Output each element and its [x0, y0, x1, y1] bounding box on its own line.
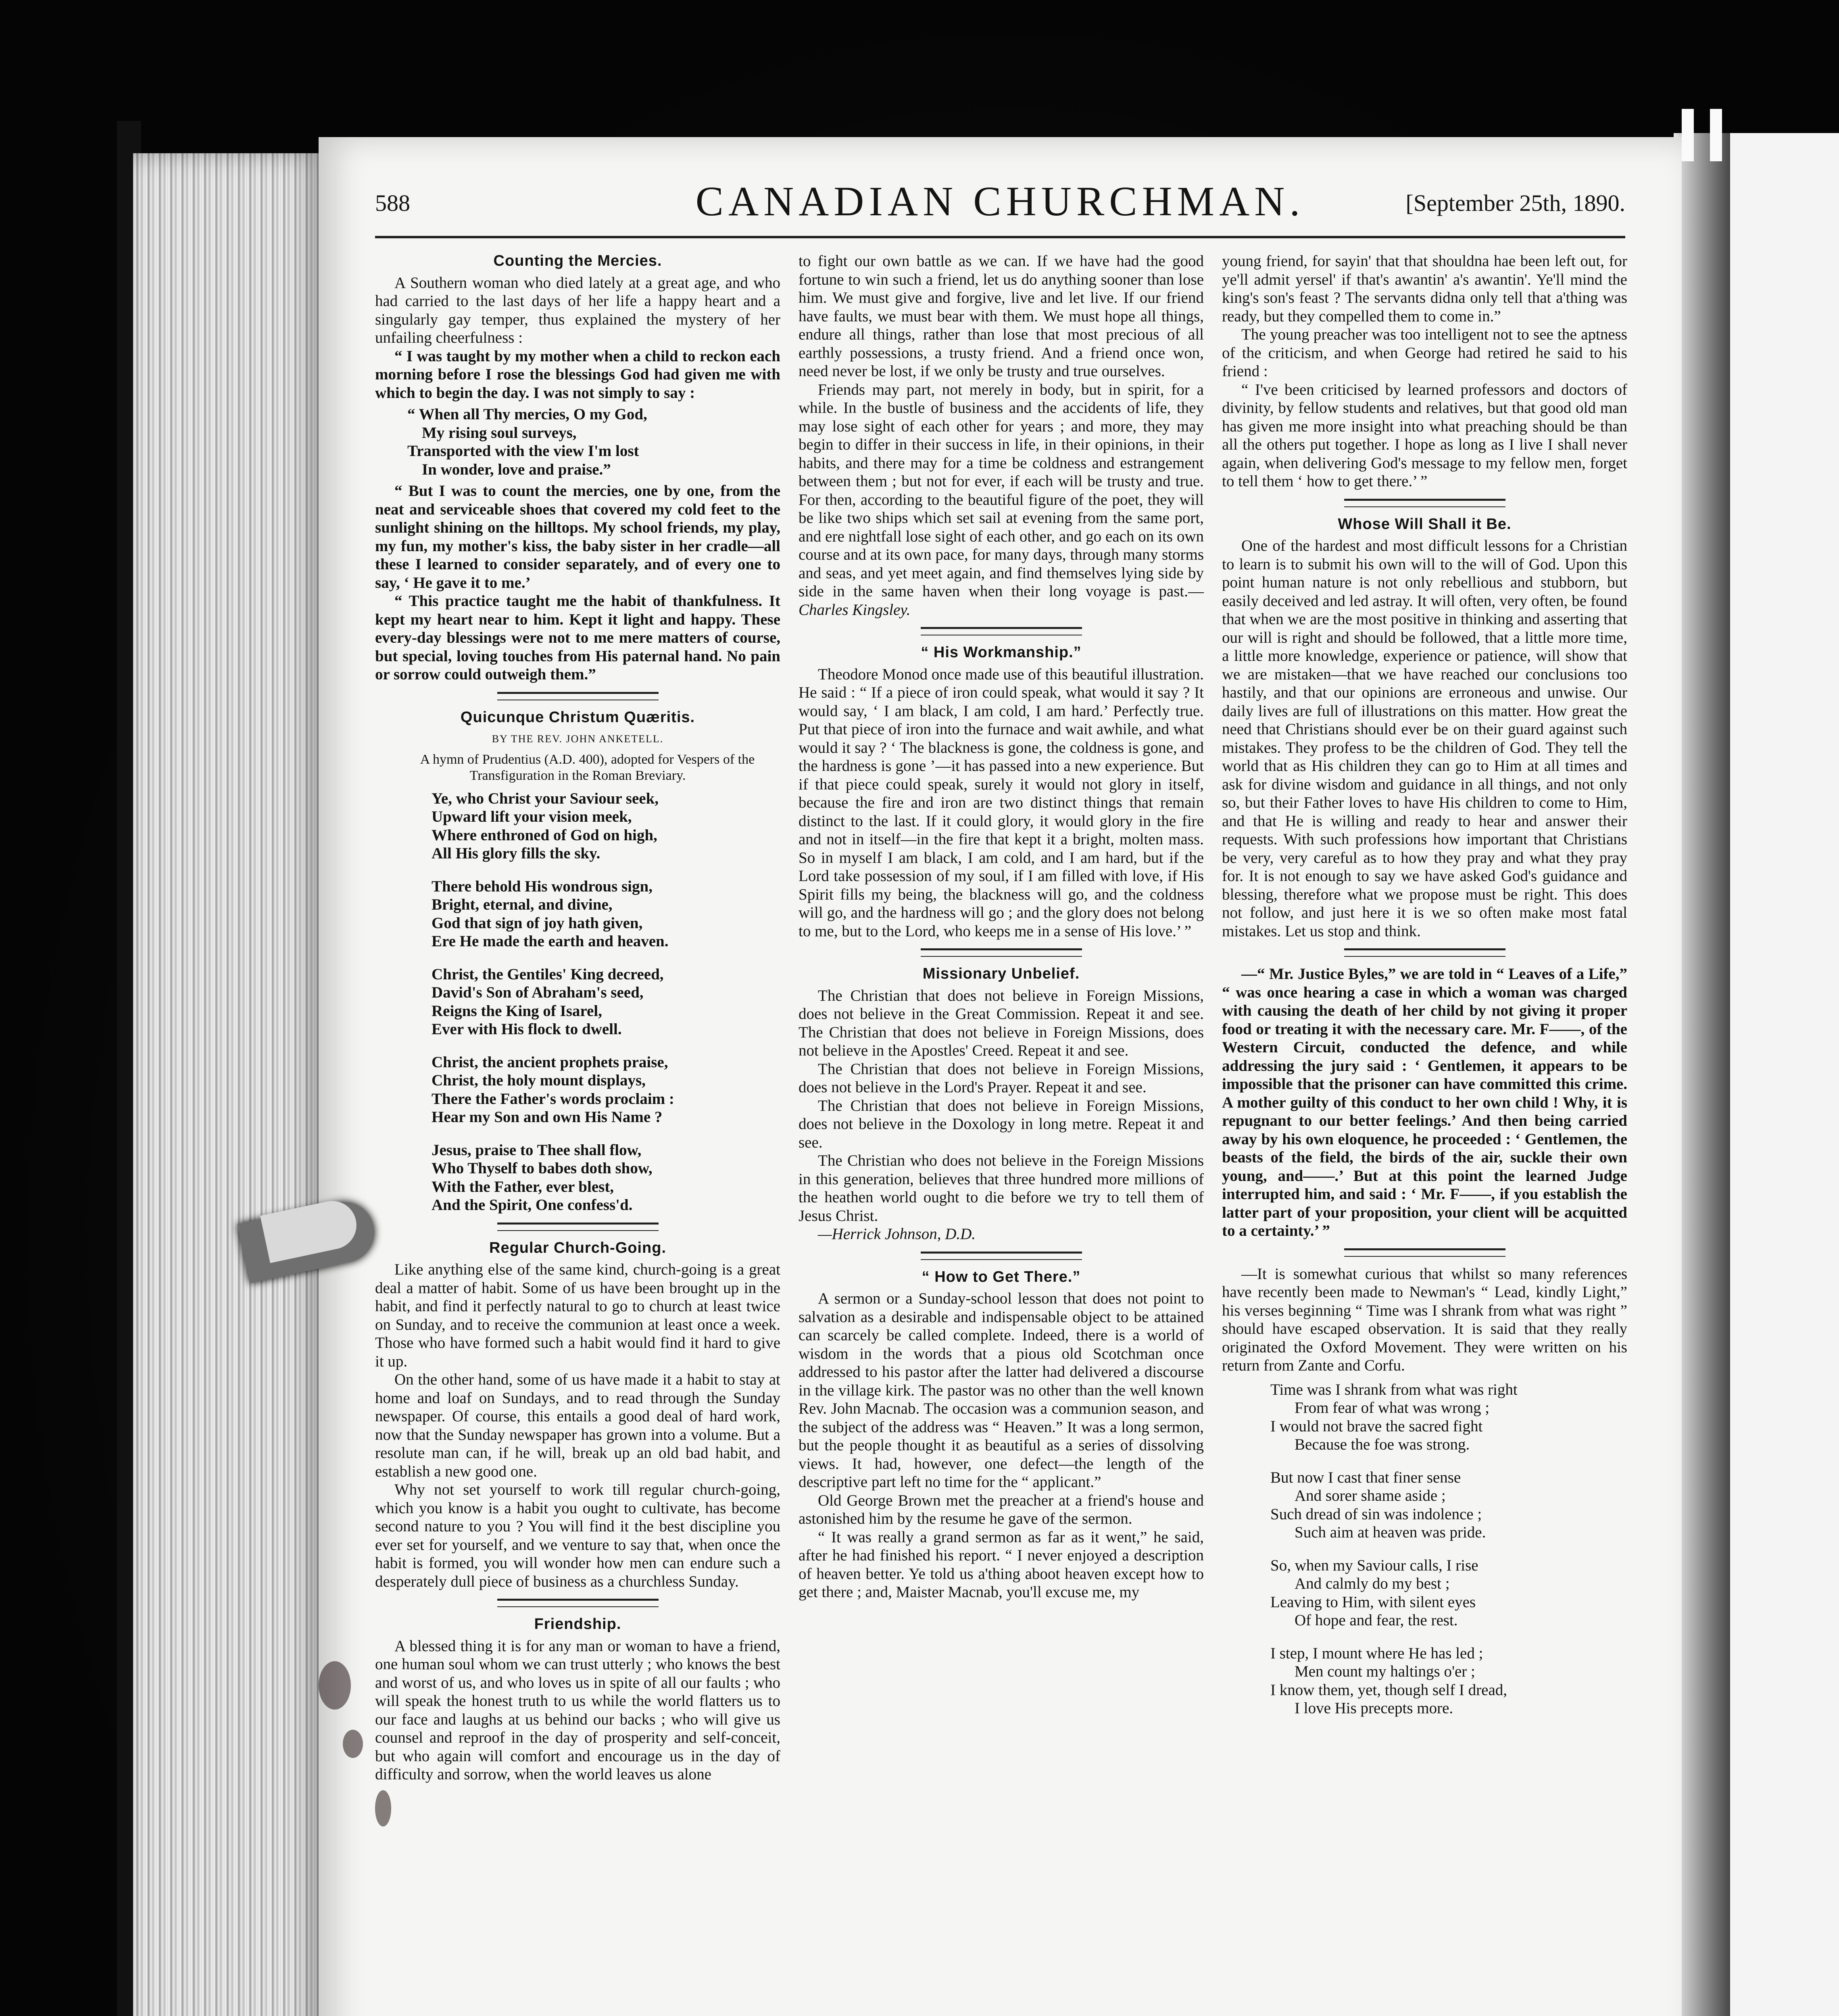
paragraph: “ This practice taught me the habit of thankfulness. It kept my heart near to him. Kept it light and happy. These every-day blessings were not to me mere matters of course, but special, loving touches from His paternal hand. No pain or sorrow could outweigh them.”: [375, 592, 780, 683]
ink-stain: [375, 1790, 391, 1826]
stanza: [1270, 1381, 1627, 1454]
verse-line: In wonder, love and praise.”: [422, 460, 611, 478]
article-title: “ His Workmanship.”: [921, 644, 1082, 661]
verse-line: I know them, yet, though self I dread,: [1270, 1681, 1507, 1699]
page-number: 588: [375, 190, 410, 216]
scan-mark: [1682, 109, 1694, 161]
paragraph: A Southern woman who died lately at a great age, and who had carried to the last days of her life a happy heart and a singularly gay temper, thus explained the mystery of her unfailing cheerfulness :: [375, 274, 780, 346]
paragraph: “ I was taught by my mother when a child to reckon each morning before I rose the blessings God had given me with which to begin the day. I was not simply to say :: [375, 347, 780, 402]
paragraph: young friend, for sayin' that that shouldna hae been left out, for ye'll admit yersel' if that's awantin' a's awantin'. Ye'll mind the king's son's feast ? The servants didna only tell that a'thing was ready, but they compelled them to come in.”: [1222, 252, 1627, 325]
paragraph: Like anything else of the same kind, church-going is a great deal a matter of habit. Some of us have been brought up in the habit, and find it perfectly natural to go to church at least twice on Sunday, and to receive the communion at least once a week. Those who have formed such a habit would find it hard to give it up.: [375, 1261, 780, 1370]
stanza: [1270, 1644, 1627, 1718]
paragraph: —“ Mr. Justice Byles,” we are told in “ Leaves of a Life,” “ was once hearing a case in which a woman was charged with causing the death of her child by not giving it proper food or treating it with the necessary care. Mr. F——, of the Western Circuit, conducted the defence, and while addressing the jury said : ‘ Gentlemen, it appears to be impossible that the prisoner can have committed this crime. A mother guilty of this conduct to her own child ! Why, it is repugnant to our better feelings.’ And then being carried away by his own eloquence, he proceeded : ‘ Gentlemen, the beasts of the field, the birds of the air, suckle their own young, and——.’ But at this point the learned Judge interrupted him, and said : ‘ Mr. F——, if you establish the latter part of your proposition, your client will be acquitted to a certainty.’ ”: [1222, 965, 1627, 1239]
column-3: [1222, 252, 1627, 1723]
section-separator: [497, 1223, 659, 1231]
ink-stain: [319, 1661, 351, 1710]
issue-date: [September 25th, 1890.: [1405, 190, 1625, 216]
hymn-intro: A hymn of Prudentius (A.D. 400), adopted for Vespers of the Transfiguration in the Roman Breviary.: [420, 752, 755, 783]
section-separator: [921, 627, 1082, 635]
ink-stain: [343, 1730, 363, 1758]
column-1: [375, 252, 780, 1784]
facing-page: [1730, 133, 1839, 2016]
verse-line: Hear my Son and own His Name ?: [432, 1108, 663, 1126]
attribution: Charles Kingsley.: [799, 601, 911, 619]
verse-line: I love His precepts more.: [1295, 1699, 1453, 1717]
verse-line: “ When all Thy mercies, O my God,: [407, 406, 647, 423]
section-separator: [497, 692, 659, 700]
paragraph: The Christian that does not believe in Foreign Missions, does not believe in the Great Commission. Repeat it and see. The Christian that does not believe in Foreign Missions, does not believe in the Apostles' Creed. Repeat it and see.: [799, 987, 1204, 1059]
paragraph: Old George Brown met the preacher at a friend's house and astonished him by the resume he gave of the sermon.: [799, 1491, 1204, 1527]
verse-line: Reigns the King of Isarel,: [432, 1002, 602, 1020]
stanza: [432, 1053, 780, 1127]
verse-line: I step, I mount where He has led ;: [1270, 1644, 1483, 1662]
newman-verses: [1270, 1381, 1627, 1718]
byline: BY THE REV. JOHN ANKETELL.: [492, 733, 664, 745]
verse-line: But now I cast that finer sense: [1270, 1468, 1461, 1486]
verse-line: Men count my haltings o'er ;: [1295, 1663, 1475, 1680]
verse-line: Christ, the ancient prophets praise,: [432, 1053, 668, 1071]
paragraph: A blessed thing it is for any man or woman to have a friend, one human soul whom we can trust utterly ; who knows the best and worst of us, and who loves us in spite of all our faults ; who will speak the honest truth to us while the world flatters us to our face and laughs at us behind our backs ; who will give us counsel and reproof in the day of prosperity and self-conceit, but who again will comfort and encourage us in the day of difficulty and sorrow, when the world leaves us alone: [375, 1637, 780, 1783]
article-title: Friendship.: [534, 1616, 621, 1633]
verse-line: Ye, who Christ your Saviour seek,: [432, 789, 659, 807]
article-title: “ How to Get There.”: [922, 1268, 1081, 1285]
verse-line: From fear of what was wrong ;: [1295, 1399, 1490, 1416]
verse-line: Leaving to Him, with silent eyes: [1270, 1593, 1476, 1611]
hymn-verses: [432, 789, 780, 1214]
article-title: Quicunque Christum Quæritis.: [460, 708, 695, 726]
paragraph: On the other hand, some of us have made it a habit to stay at home and loaf on Sundays, and to read through the Sunday newspaper. Of course, this entails a good deal of hard work, now that the Sunday newspaper has grown into a volume. But a resolute man can, if he will, break up an old bad habit, and establish a new good one.: [375, 1371, 780, 1480]
verse-line: With the Father, ever blest,: [432, 1178, 614, 1195]
stanza: [432, 1141, 780, 1214]
verse-line: Christ, the holy mount displays,: [432, 1072, 646, 1089]
verse-line: And sorer shame aside ;: [1295, 1487, 1446, 1504]
paragraph: “ I've been criticised by learned professors and doctors of divinity, by fellow students and relatives, but that good old man has given me more insight into what preaching should be than all the others put together. I hope as long as I live I shall never again, when delivering God's message to my fellow men, forget to tell them ‘ how to get there.’ ”: [1222, 381, 1627, 490]
stanza: [432, 965, 780, 1039]
verse-line: All His glory fills the sky.: [432, 845, 600, 862]
verse-line: Such aim at heaven was pride.: [1295, 1524, 1486, 1541]
verse-quote: [407, 405, 780, 479]
column-2: [799, 252, 1204, 1602]
paragraph: The young preacher was too intelligent not to see the aptness of the criticism, and when George had retired he said to his friend :: [1222, 326, 1627, 380]
verse-line: And the Spirit, One confess'd.: [432, 1196, 633, 1214]
paragraph: “ It was really a grand sermon as far as it went,” he said, after he had finished his report. “ I never enjoyed a description of heaven better. Ye told us a'thing aboot heaven except how to get there ; and, Maister Macnab, you'll excuse me, my: [799, 1528, 1204, 1601]
paragraph-text: Friends may part, not merely in body, but in spirit, for a while. In the bustle of business and the accidents of life, they may lose sight of each other for years ; and more, they may begin to differ in their success in life, in their opinions, in their habits, and there may for a time be coldness and estrangement between them ; but not for ever, if each will be trusty and true. For then, according to the beautiful figure of the poet, they will be like two ships which set sail at evening from the same port, and ere nightfall lose sight of each other, and go each on its own course and at its own pace, for many days, through many storms and seas, and yet meet again, and find themselves lying side by side in the same haven when their long voyage is past.—: [799, 381, 1204, 600]
section-separator: [1344, 948, 1505, 957]
section-separator: [497, 1599, 659, 1607]
book-page-edges: [133, 153, 323, 2016]
paragraph: “ But I was to count the mercies, one by one, from the neat and serviceable shoes that covered my cold feet to the sunlight shining on the hilltops. My school friends, my play, my fun, my mother's kiss, the baby sister in her cradle—all these I learned to consider separately, and of every one to say, ‘ He gave it to me.’: [375, 482, 780, 591]
paragraph: [799, 381, 1204, 619]
article-title: Missionary Unbelief.: [922, 965, 1080, 982]
attribution: —Herrick Johnson, D.D.: [818, 1225, 976, 1243]
section-separator: [1344, 1248, 1505, 1257]
article-title: Regular Church-Going.: [489, 1239, 666, 1256]
verse-line: Time was I shrank from what was right: [1270, 1381, 1518, 1398]
section-separator: [921, 1252, 1082, 1260]
verse-line: Where enthroned of God on high,: [432, 826, 657, 844]
verse-line: Ere He made the earth and heaven.: [432, 933, 669, 950]
newspaper-page: [319, 137, 1682, 2016]
stanza: [432, 877, 780, 951]
verse-line: I would not brave the sacred fight: [1270, 1417, 1483, 1435]
verse-line: And calmly do my best ;: [1295, 1575, 1450, 1592]
paragraph: One of the hardest and most difficult lessons for a Christian to learn is to submit his own will to the will of God. Upon this point human nature is not only rebellious and stubborn, but easily deceived and led astray. It will often, very often, be found that when we are the most positive in thinking and asserting that our will is right and should be followed, that a little more time, a little more knowledge, experience or patience, will show that we are mistaken—that we have reached our conclusions too hastily, and that our opinions are erroneous and unwise. Our daily lives are full of illustrations on this matter. How great the need that Christians should ever be on their guard against such mistakes. They profess to be the children of God. They tell the world that as His children they can go to Him at all times and ask for divine wisdom and guidance in all things, and not only so, but their Father loves to have His children to come to Him, and that He is willing and ready to hear and answer their requests. With such professions how important that Christians be very, very careful as to how they pray and what they pray for. It is not enough to say we have asked God's guidance and blessing, therefore what we propose must be right. This does not follow, and just here it is we so often make most fatal mistakes. Let us stop and think.: [1222, 537, 1627, 940]
verse-line: My rising soul surveys,: [422, 424, 577, 442]
verse-line: So, when my Saviour calls, I rise: [1270, 1556, 1478, 1574]
verse-line: Upward lift your vision meek,: [432, 808, 632, 825]
verse-line: God that sign of joy hath given,: [432, 914, 643, 932]
verse-line: Jesus, praise to Thee shall flow,: [432, 1141, 642, 1159]
paragraph: to fight our own battle as we can. If we have had the good fortune to win such a friend, let us do anything sooner than lose him. We must give and forgive, live and let live. If our friend have faults, we must bear with them. We must hope all things, endure all things, rather than lose that most precious of all earthly possessions, a trusty friend. And a friend once won, need never be lost, if we only be trusty and true ourselves.: [799, 252, 1204, 380]
verse-line: Bright, eternal, and divine,: [432, 896, 613, 913]
paragraph: A sermon or a Sunday-school lesson that does not point to salvation as a desirable and indispensable object to be attained can scarcely be called complete. Indeed, there is a world of wisdom in the words that a pious old Scotchman once addressed to his pastor after the latter had delivered a discourse in the village kirk. The pastor was no other than the well known Rev. John Macnab. The occasion was a communion season, and the subject of the address was “ Heaven.” It was a long sermon, but the people thought it as beautiful as a series of dissolving views. It had, however, one defect—the length of the descriptive part left no time for the “ applicant.”: [799, 1290, 1204, 1491]
verse-line: Ever with His flock to dwell.: [432, 1020, 622, 1038]
paragraph: Why not set yourself to work till regular church-going, which you know is a habit you ought to cultivate, has become second nature to you ? You will find it the best discipline you ever set for yourself, and we venture to say that, when once the habit is formed, you will wonder how men can endure such a desperately dull piece of business as a churchless Sunday.: [375, 1481, 780, 1590]
verse-line: Because the foe was strong.: [1295, 1436, 1470, 1453]
section-separator: [921, 948, 1082, 957]
paragraph: Theodore Monod once made use of this beautiful illustration. He said : “ If a piece of iron could speak, what would it say ? It would say, ‘ I am black, I am cold, I am hard.’ Perfectly true. Put that piece of iron into the furnace and wait awhile, and what would it say ? ‘ The blackness is gone, the coldness is gone, and the hardness is gone ’—it has passed into a new experience. But if that piece could speak, surely it would not glory in itself, because the fire and iron are two distinct things that remain distinct to the last. If it could glory, it would glory in the fire and not in itself—in the fire that kept it a bright, molten mass. So in myself I am black, I am cold, and I am hard, but if the Lord take possession of my soul, if I am filled with love, if His Spirit fills my being, the blackness will go, and the coldness will go, and the hardness will go ; and the glory does not belong to me, but to the Lord, who keeps me in a sense of His love.’ ”: [799, 665, 1204, 940]
verse-line: Transported with the view I'm lost: [407, 442, 639, 460]
page-header: [375, 177, 1625, 238]
stanza: [432, 789, 780, 863]
article-title: Counting the Mercies.: [493, 252, 662, 269]
stanza: [1270, 1468, 1627, 1542]
verse-line: David's Son of Abraham's seed,: [432, 984, 644, 1001]
article-title: Whose Will Shall it Be.: [1338, 515, 1512, 533]
paragraph: The Christian that does not believe in Foreign Missions, does not believe in the Lord's Prayer. Repeat it and see.: [799, 1060, 1204, 1096]
verse-line: Who Thyself to babes doth show,: [432, 1160, 653, 1177]
verse-line: Such dread of sin was indolence ;: [1270, 1505, 1482, 1523]
paragraph: —It is somewhat curious that whilst so many references have recently been made to Newman's “ Lead, kindly Light,” his verses beginning “ Time was I shrank from what was right ” should have escaped observation. It is said that they really originated the Oxford Movement. They were written on his return from Zante and Corfu.: [1222, 1265, 1627, 1374]
scan-mark: [1710, 109, 1722, 161]
paragraph: The Christian who does not believe in the Foreign Missions in this generation, believes that three hundred more millions of the heathen world ought to die before we try to tell them of Jesus Christ.: [799, 1152, 1204, 1225]
verse-line: Christ, the Gentiles' King decreed,: [432, 965, 664, 983]
stanza: [1270, 1556, 1627, 1630]
verse-line: There the Father's words proclaim :: [432, 1090, 674, 1108]
header-rule: [375, 236, 1625, 238]
verse-line: Of hope and fear, the rest.: [1295, 1612, 1458, 1629]
masthead: CANADIAN CHURCHMAN.: [695, 178, 1305, 225]
verse-line: There behold His wondrous sign,: [432, 877, 653, 895]
section-separator: [1344, 499, 1505, 507]
paragraph: The Christian that does not believe in Foreign Missions, does not believe in the Doxology in long metre. Repeat it and see.: [799, 1097, 1204, 1151]
